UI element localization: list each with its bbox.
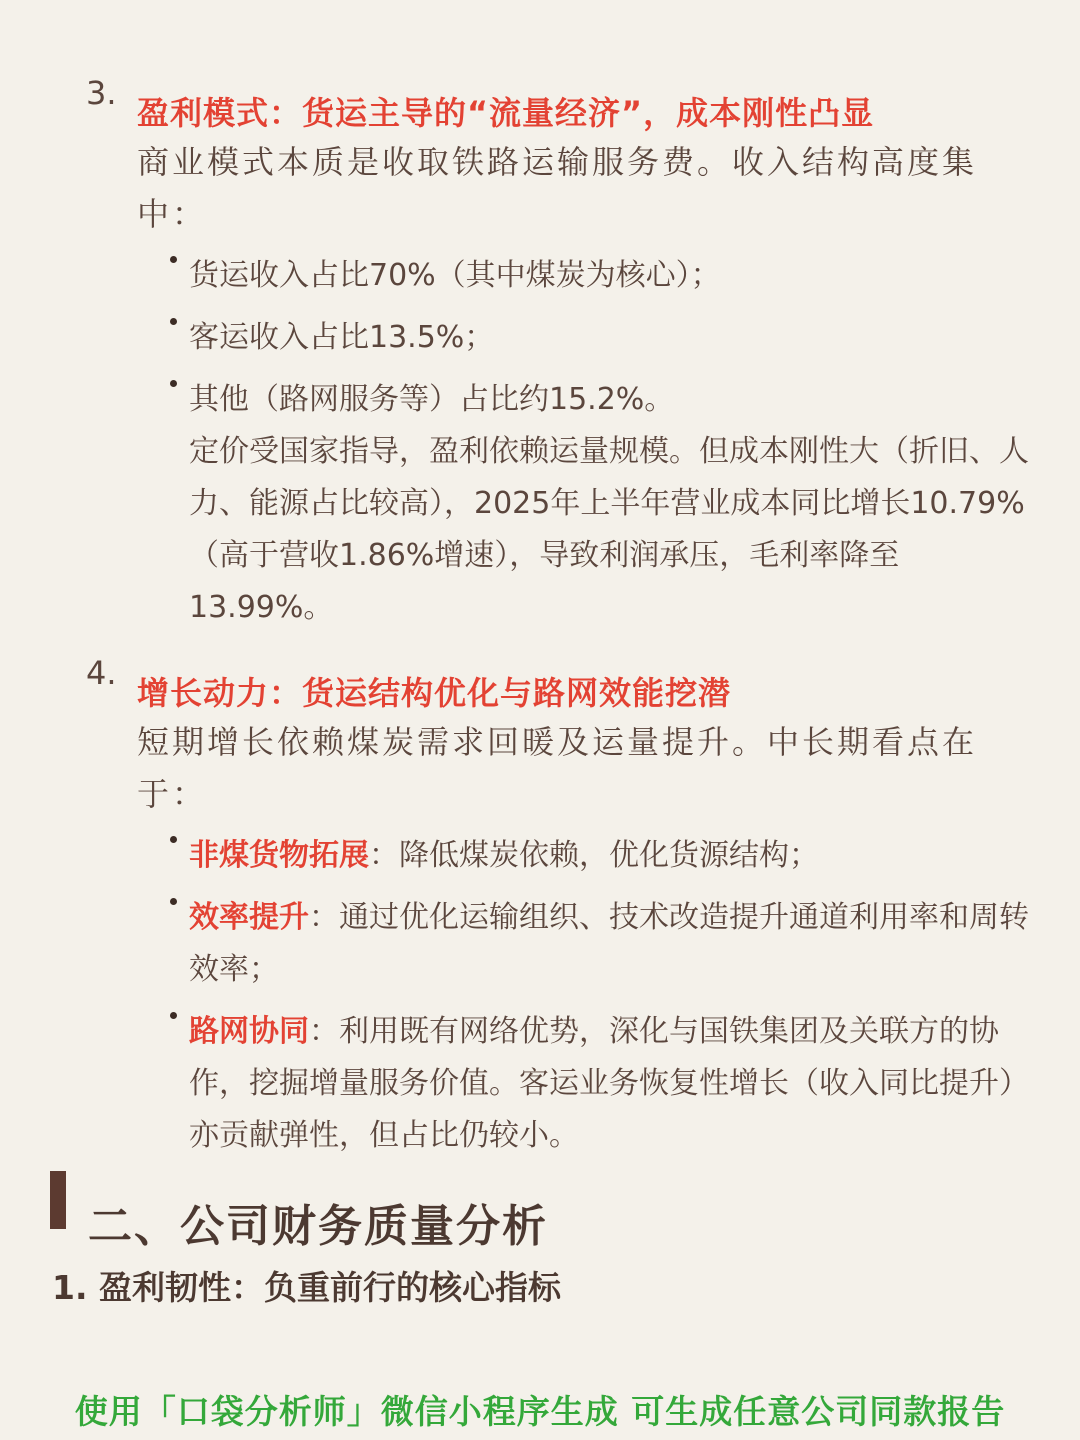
list-item-detail: ：通过优化运输组织、技术改造提升通道利用率和周转效率；	[189, 900, 1029, 987]
list-item-key: 非煤货物拓展	[189, 838, 369, 873]
bullet-dot-icon	[170, 256, 177, 263]
list-item-detail: ：降低煤炭依赖，优化货源结构；	[369, 838, 819, 873]
list-item-detail: ：利用既有网络优势，深化与国铁集团及关联方的协作，挖掘增量服务价值。客运业务恢复性增长（收入同比提升）亦贡献弹性，但占比仍较小。	[189, 1014, 1029, 1153]
list-item-text: 客运收入占比13.5%；	[189, 320, 495, 355]
list-item	[170, 892, 1030, 996]
item-title-3: 盈利模式：货运主导的“流量经济”，成本刚性凸显	[137, 94, 875, 132]
list-item	[170, 1006, 1030, 1162]
item-number-3: 3.	[86, 74, 117, 112]
bullet-dot-icon	[170, 1012, 177, 1019]
item-number-4: 4.	[86, 654, 117, 692]
list-item	[170, 374, 1030, 634]
list-item-text	[189, 830, 1030, 882]
list-item-key: 效率提升	[189, 900, 309, 935]
item-intro-4: 短期增长依赖煤炭需求回暖及运量提升。中长期看点在于：	[137, 723, 978, 813]
section-accent-bar	[50, 1171, 66, 1229]
list-item	[170, 312, 1030, 364]
footer-promo-text: 使用「口袋分析师」微信小程序生成 可生成任意公司同款报告	[74, 1392, 1006, 1431]
bullet-dot-icon	[170, 836, 177, 843]
section-heading: 二、公司财务质量分析	[88, 1201, 548, 1252]
sub-heading: 1. 盈利韧性：负重前行的核心指标	[52, 1268, 561, 1307]
bullet-dot-icon	[170, 318, 177, 325]
list-item-key: 路网协同	[189, 1014, 309, 1049]
item-title-4: 增长动力：货运结构优化与路网效能挖潜	[137, 674, 732, 712]
list-item-text: 其他（路网服务等）占比约15.2%。	[189, 382, 675, 417]
list-item	[170, 250, 1030, 302]
list-item-text: 货运收入占比70%（其中煤炭为核心）；	[189, 258, 721, 293]
bullet-dot-icon	[170, 380, 177, 387]
bullet-dot-icon	[170, 898, 177, 905]
list-item	[170, 830, 1030, 882]
body-paragraph: 定价受国家指导，盈利依赖运量规模。但成本刚性大（折旧、人力、能源占比较高），2025年上半年营业成本同比增长10.79%（高于营收1.86%增速），导致利润承压，毛利率降至13.99%。	[189, 434, 1029, 625]
list-item-text	[189, 1006, 1030, 1162]
item-intro-3: 商业模式本质是收取铁路运输服务费。收入结构高度集中：	[137, 143, 978, 233]
list-item-text	[189, 892, 1030, 996]
